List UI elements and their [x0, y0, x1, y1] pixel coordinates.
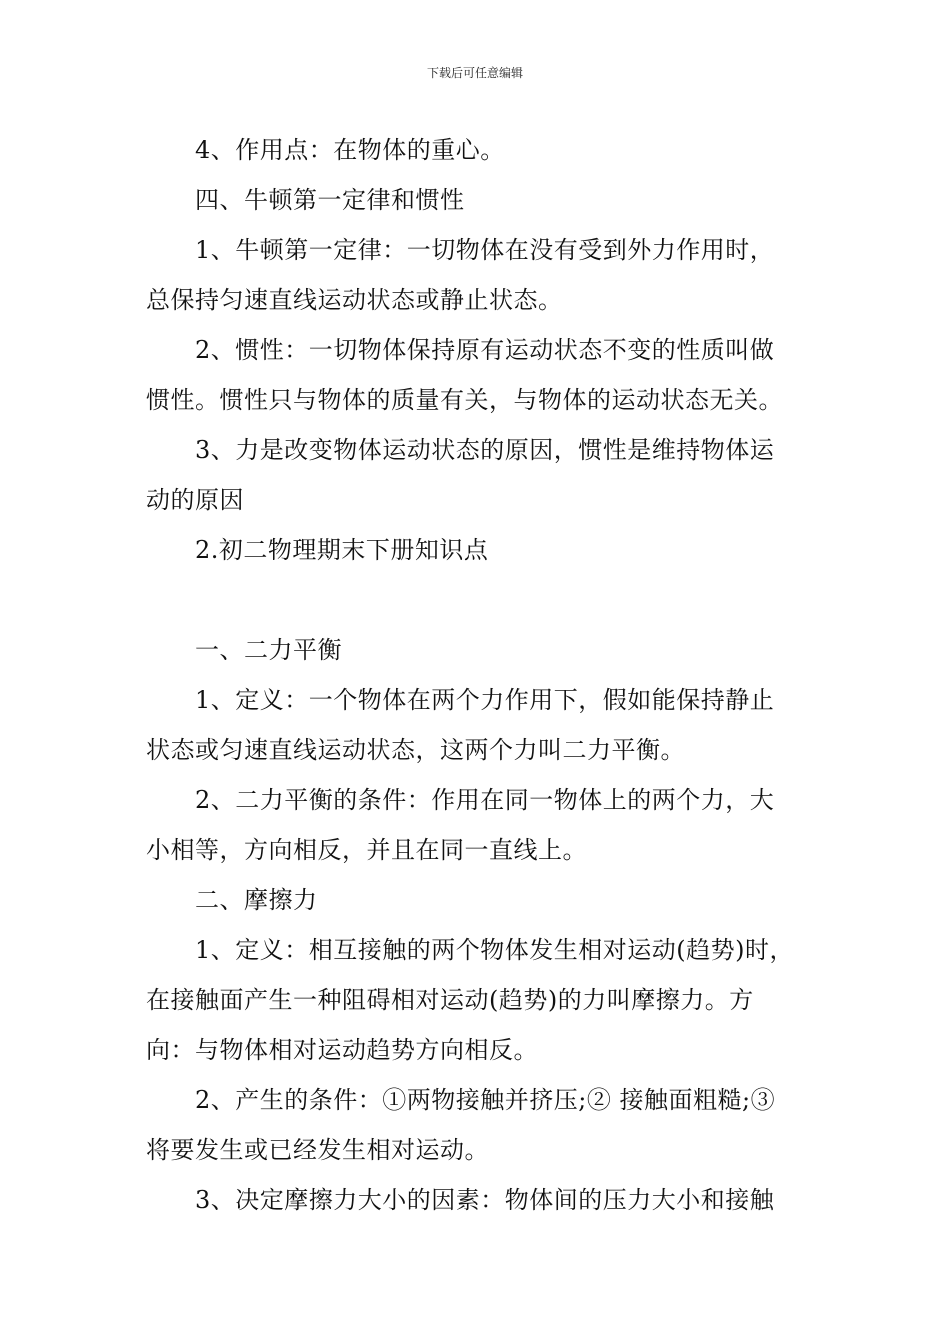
text-line: 2、二力平衡的条件：作用在同一物体上的两个力，大	[195, 786, 775, 814]
text-line: 1、牛顿第一定律：一切物体在没有受到外力作用时，	[195, 236, 775, 264]
section-heading: 二、摩擦力	[195, 886, 318, 914]
text-line: 3、决定摩擦力大小的因素：物体间的压力大小和接触	[195, 1186, 775, 1214]
document-body	[146, 125, 810, 1225]
text-line: 2、产生的条件：①两物接触并挤压;② 接触面粗糙;③	[195, 1086, 776, 1114]
text-line: 小相等，方向相反，并且在同一直线上。	[146, 836, 587, 864]
section-title: 2.初二物理期末下册知识点	[195, 536, 489, 564]
text-line: 向：与物体相对运动趋势方向相反。	[146, 1036, 538, 1064]
text-line: 将要发生或已经发生相对运动。	[146, 1136, 489, 1164]
text-line: 1、定义：相互接触的两个物体发生相对运动(趋势)时，	[195, 936, 794, 964]
text-line: 2、惯性：一切物体保持原有运动状态不变的性质叫做	[195, 336, 775, 364]
text-line: 3、力是改变物体运动状态的原因，惯性是维持物体运	[195, 436, 775, 464]
blank-line	[146, 575, 810, 625]
text-line: 状态或匀速直线运动状态，这两个力叫二力平衡。	[146, 736, 685, 764]
section-heading: 一、二力平衡	[195, 636, 342, 664]
section-heading: 四、牛顿第一定律和惯性	[195, 186, 465, 214]
text-line: 1、定义：一个物体在两个力作用下，假如能保持静止	[195, 686, 775, 714]
page-header: 下载后可任意编辑	[426, 66, 523, 80]
text-line: 动的原因	[146, 486, 244, 514]
text-line: 4、作用点：在物体的重心。	[195, 136, 505, 164]
text-line: 在接触面产生一种阻碍相对运动(趋势)的力叫摩擦力。方	[146, 986, 754, 1014]
text-line: 惯性。惯性只与物体的质量有关，与物体的运动状态无关。	[146, 386, 783, 414]
text-line: 总保持匀速直线运动状态或静止状态。	[146, 286, 563, 314]
